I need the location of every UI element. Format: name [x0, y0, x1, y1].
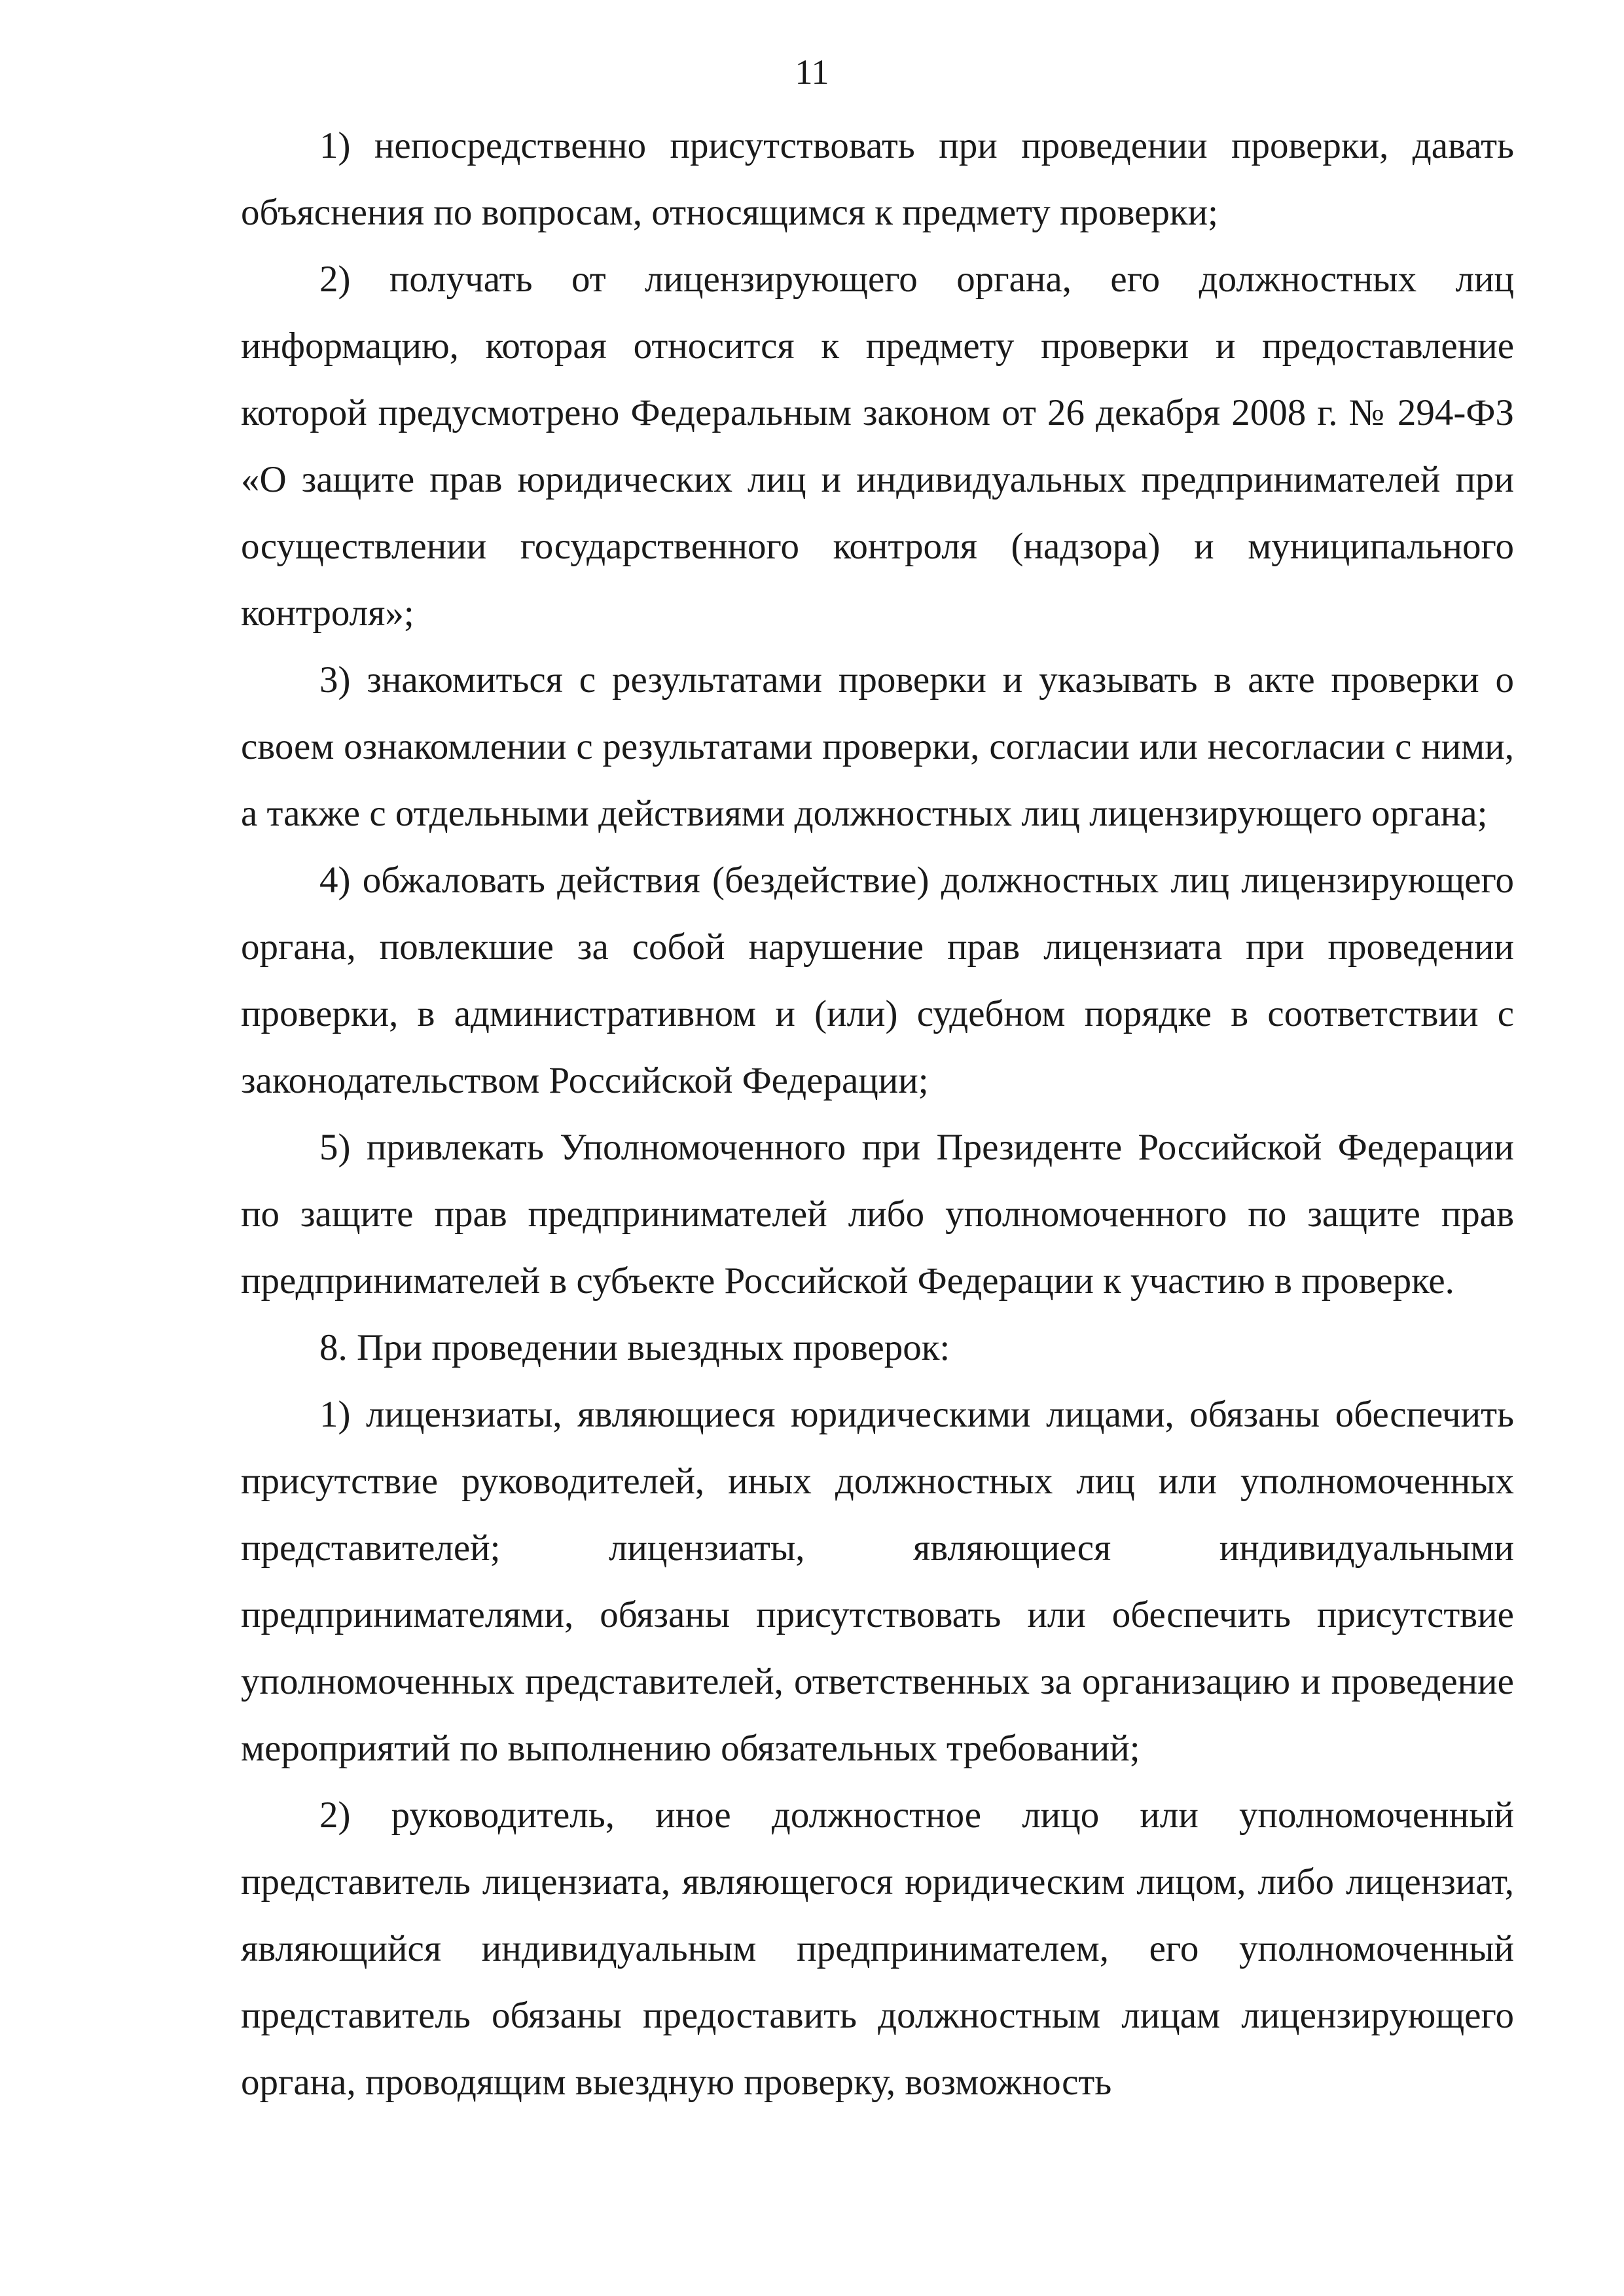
- paragraph-right-5: 5) привлекать Уполномоченного при Президенте Российской Федерации по защите прав предпринимателей либо уполномоченного по защите прав предпринимателей в субъекте Российской Федерации к участию в проверке.: [241, 1127, 1514, 1302]
- paragraph-right-1: 1) непосредственно присутствовать при проведении проверки, давать объяснения по вопросам, относящимся к предмету проверки;: [241, 125, 1514, 233]
- paragraph-inspection-1: 1) лицензиаты, являющиеся юридическими лицами, обязаны обеспечить присутствие руководителей, иных должностных лиц или уполномоченных представителей; лицензиаты, являющиеся индивидуальными предпринимателями, обязаны присутствовать или обеспечить присутствие уполномоченных представителей, ответственных за организацию и проведение мероприятий по выполнению обязательных требований;: [241, 1394, 1514, 1769]
- paragraph-inspection-2: 2) руководитель, иное должностное лицо или уполномоченный представитель лицензиата, являющегося юридическим лицом, либо лицензиат, являющийся индивидуальным предпринимателем, его уполномоченный представитель обязаны предоставить должностным лицам лицензирующего органа, проводящим выездную проверку, возможность: [241, 1795, 1514, 2103]
- paragraph-right-4: 4) обжаловать действия (бездействие) должностных лиц лицензирующего органа, повлекшие за собой нарушение прав лицензиата при проведении проверки, в административном и (или) судебном порядке в соответствии с законодательством Российской Федерации;: [241, 860, 1514, 1101]
- paragraph-right-3: 3) знакомиться с результатами проверки и указывать в акте проверки о своем ознакомлении с результатами проверки, согласии или несогласии с ними, а также с отдельными действиями должностных лиц лицензирующего органа;: [241, 659, 1514, 834]
- paragraph-section-8: 8. При проведении выездных проверок:: [319, 1327, 950, 1368]
- paragraph-right-2: 2) получать от лицензирующего органа, его должностных лиц информацию, которая относится к предмету проверки и предоставление которой предусмотрено Федеральным законом от 26 декабря 2008 г. № 294-ФЗ «О защите прав юридических лиц и индивидуальных предпринимателей при осуществлении государственного контроля (надзора) и муниципального контроля»;: [241, 259, 1514, 634]
- document-body: [241, 113, 1514, 2116]
- page-number: 11: [795, 52, 829, 92]
